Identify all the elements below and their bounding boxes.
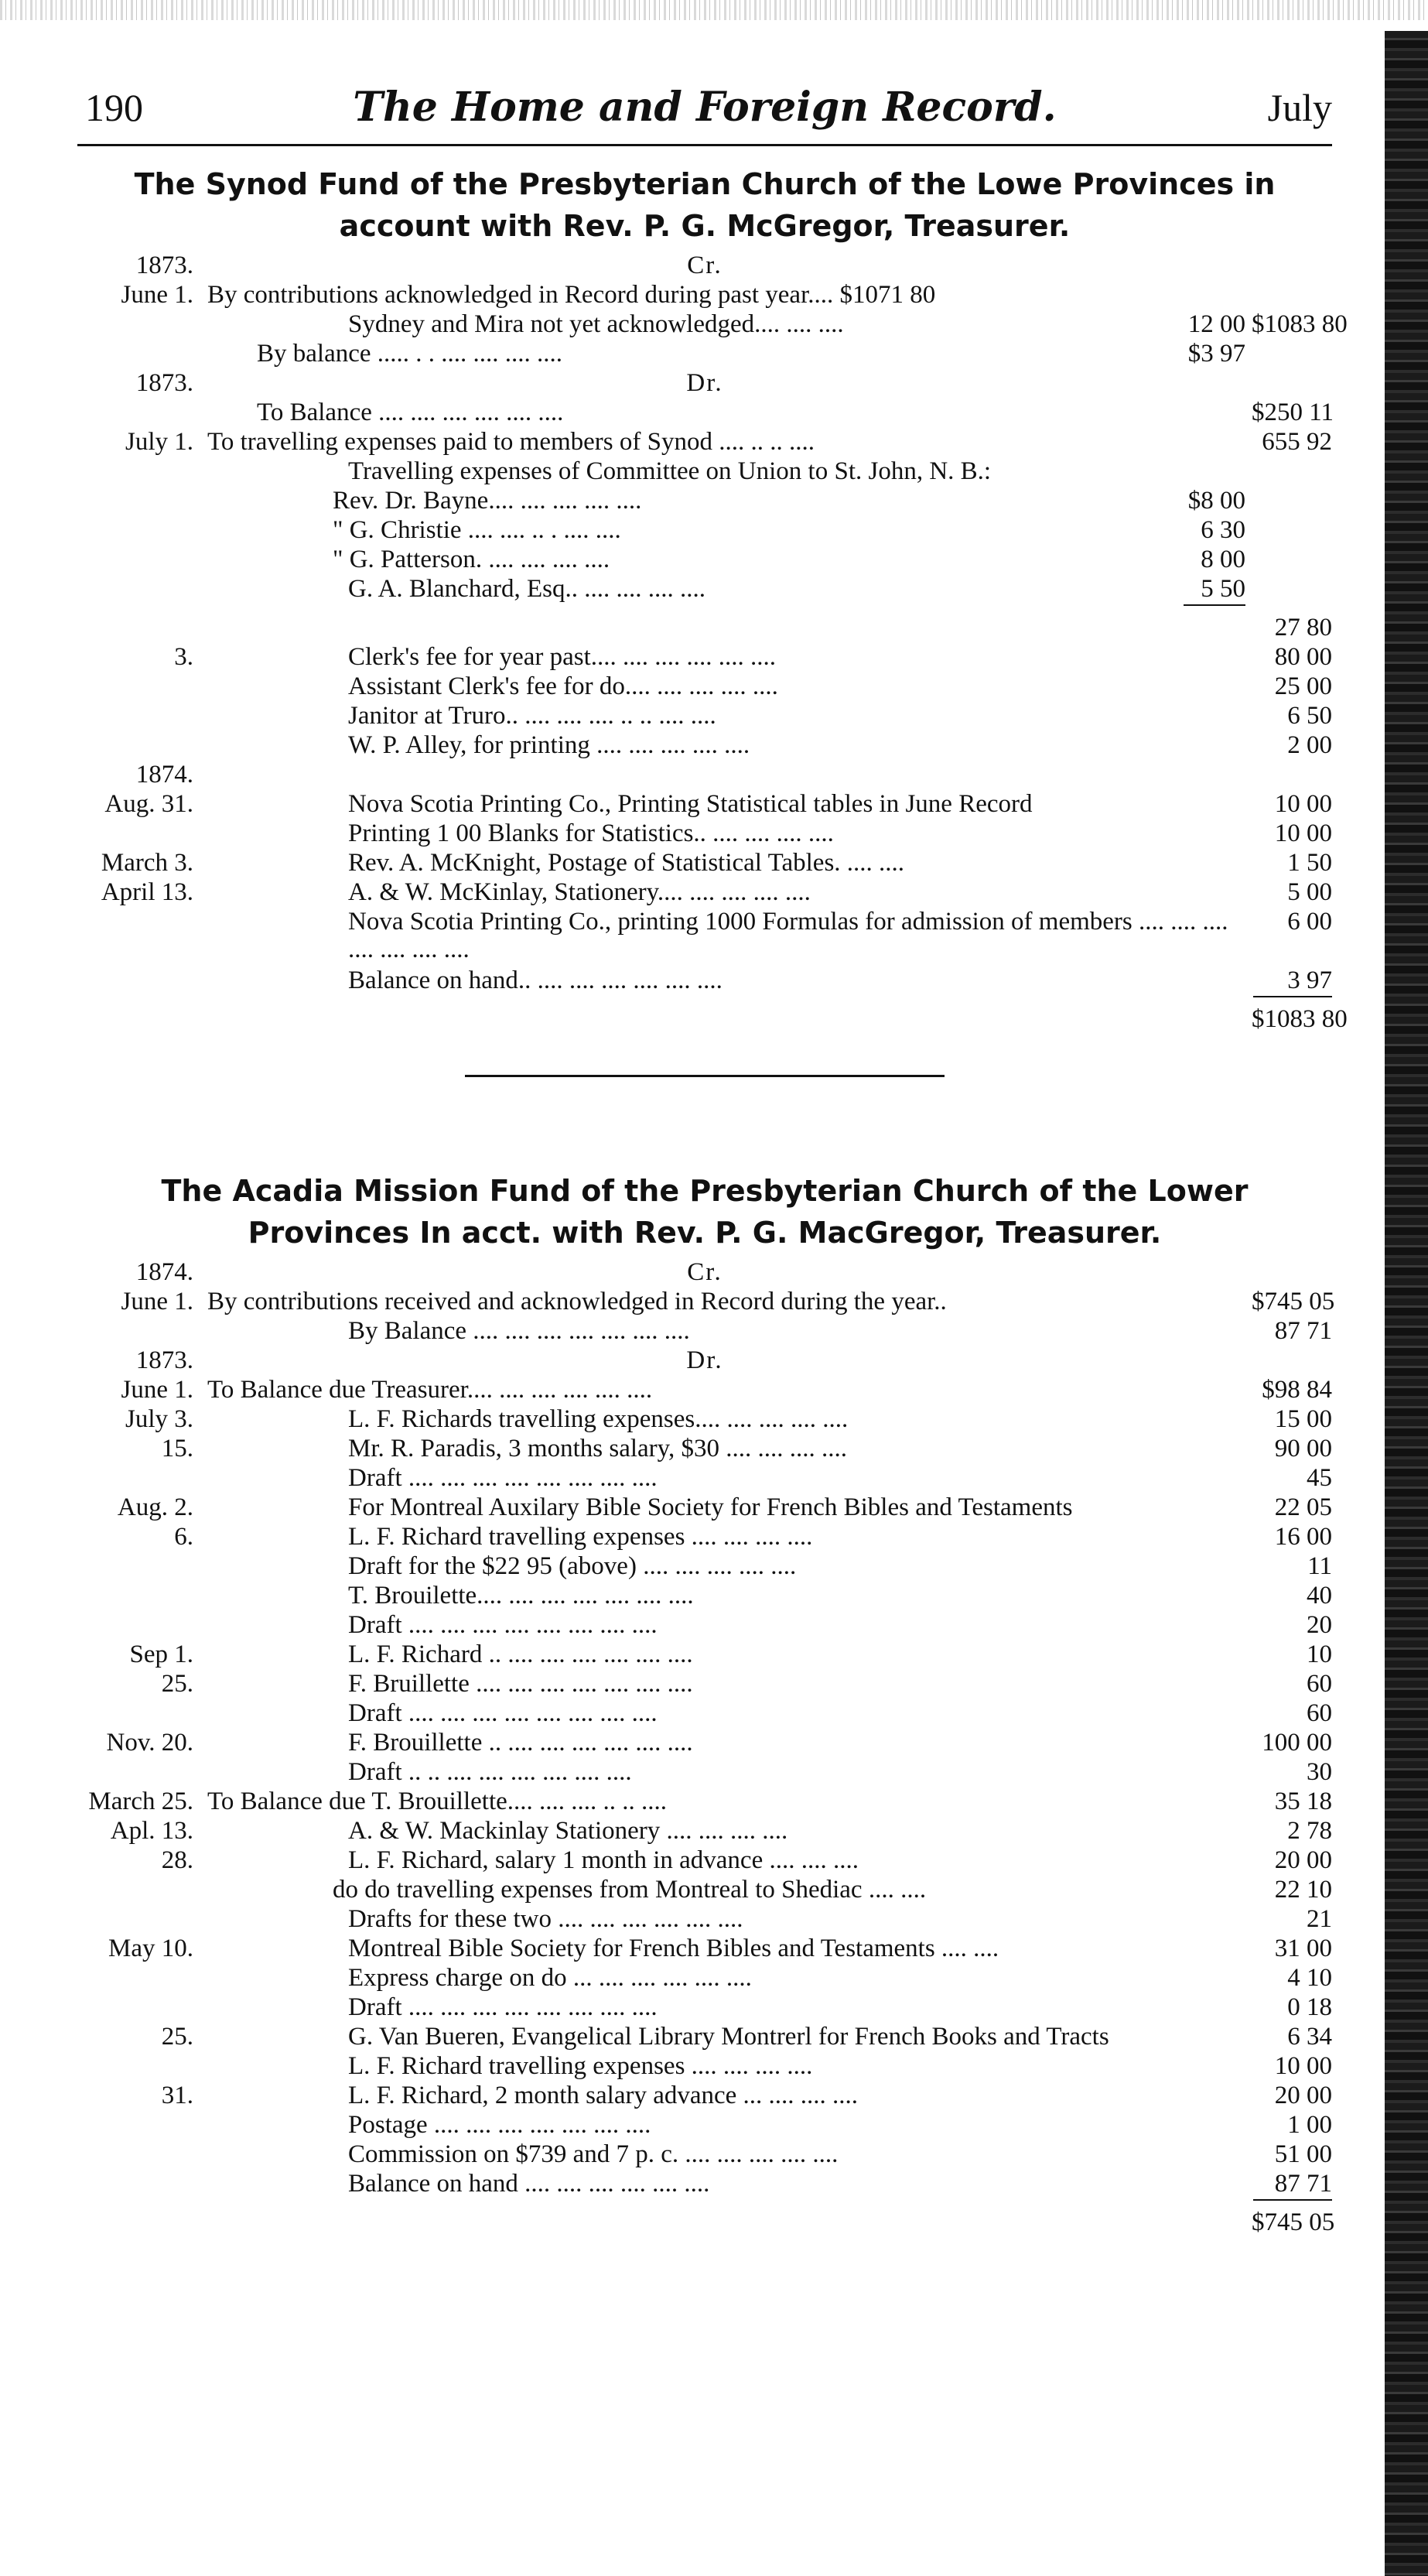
amount-column: 10 00 [1274, 819, 1332, 847]
amount-column: 21 [1307, 1905, 1332, 1933]
rule-line [1253, 996, 1332, 997]
ledger-row [77, 1582, 1332, 1611]
ledger-row [77, 672, 1332, 702]
amount-column: 6 34 [1287, 2023, 1332, 2051]
amount-subcolumn: 6 30 [1201, 516, 1245, 544]
header-rule [77, 144, 1332, 146]
entry-description: Janitor at Truro.. .... .... .... .. .. .... .... [348, 702, 716, 730]
amount-column: 16 00 [1274, 1523, 1332, 1551]
entry-description: By contributions acknowledged in Record during past year.... $1071 80 [207, 281, 936, 309]
ledger-row [77, 1346, 1332, 1376]
synod-fund-account [77, 251, 1348, 1035]
amount-column: 40 [1307, 1582, 1332, 1610]
entry-description: Mr. R. Paradis, 3 months salary, $30 .... .... .... .... [348, 1435, 847, 1462]
ledger-row [77, 819, 1332, 849]
amount-column: 1 00 [1287, 2111, 1332, 2139]
amount-column: 80 00 [1274, 643, 1332, 671]
entry-description: F. Brouillette .. .... .... .... .... .... .... [348, 1729, 693, 1757]
ledger-row [77, 1993, 1332, 2023]
amount-column: 6 50 [1287, 702, 1332, 730]
amount-column: 35 18 [1274, 1787, 1332, 1815]
entry-date: June 1. [121, 1376, 193, 1404]
ledger-row [77, 1905, 1332, 1935]
entry-date: March 3. [101, 849, 193, 877]
entry-description: " G. Patterson. .... .... .... .... [333, 546, 610, 573]
entry-description: Sydney and Mira not yet acknowledged.... .... .... [348, 310, 844, 338]
ledger-row [77, 310, 1348, 340]
ledger-row [77, 1817, 1332, 1846]
amount-subcolumn: 8 00 [1201, 546, 1245, 573]
synod-fund-title: The Synod Fund of the Presbyterian Church of the Lowe Provinces in account with Rev. P. G. McGregor, Treasurer. [134, 167, 1276, 243]
entry-description: Draft .... .... .... .... .... .... .... .... [348, 1699, 658, 1727]
amount-column: 20 [1307, 1611, 1332, 1639]
entry-description: L. F. Richards travelling expenses.... .... .... .... .... [348, 1405, 849, 1433]
entry-description: " G. Christie .... .... .. . .... .... [333, 516, 621, 544]
ledger-row [77, 1258, 1332, 1288]
ledger-row [77, 340, 1332, 369]
amount-subcolumn: $3 97 [1187, 340, 1245, 368]
amount-column: 51 00 [1274, 2140, 1332, 2168]
ledger-row [77, 1552, 1332, 1582]
column-heading: Cr. [687, 1258, 723, 1286]
entry-description: By balance ..... . . .... .... .... .... [257, 340, 563, 368]
amount-column: $745 05 [1252, 2208, 1335, 2236]
amount-column: $250 11 [1252, 399, 1334, 426]
entry-description: Draft .. .. .... .... .... .... .... .... [348, 1758, 632, 1786]
amount-column: 100 00 [1262, 1729, 1332, 1757]
amount-column: 10 00 [1274, 2052, 1332, 2080]
entry-description: L. F. Richard travelling expenses .... .... .... .... [348, 2052, 813, 2080]
ledger-row [77, 1758, 1332, 1787]
total-rule [77, 604, 1332, 614]
rule-line [1253, 2199, 1332, 2201]
entry-date: March 25. [88, 1787, 193, 1815]
entry-description: Commission on $739 and 7 p. c. .... .... .... .... .... [348, 2140, 839, 2168]
entry-date: Nov. 20. [106, 1729, 193, 1757]
ledger-row [77, 790, 1332, 819]
amount-subcolumn: 5 50 [1201, 575, 1245, 603]
amount-column: 27 80 [1274, 614, 1332, 641]
amount-column: $98 84 [1262, 1376, 1332, 1404]
ledger-row [77, 614, 1332, 643]
amount-column: 4 10 [1287, 1964, 1332, 1992]
ledger-row [77, 1611, 1332, 1640]
page [77, 77, 1348, 2238]
entry-description: Rev. Dr. Bayne.... .... .... .... .... [333, 487, 642, 515]
rule-line [1184, 604, 1245, 606]
entry-description: L. F. Richard travelling expenses .... .... .... .... [348, 1523, 813, 1551]
amount-column: 2 00 [1287, 731, 1332, 759]
entry-description: Draft .... .... .... .... .... .... .... .... [348, 1464, 658, 1492]
ledger-row [77, 1876, 1332, 1905]
entry-date: July 3. [125, 1405, 193, 1433]
entry-description: Montreal Bible Society for French Bibles and Testaments .... .... [348, 1935, 999, 1962]
ledger-row [77, 702, 1332, 731]
acadia-fund-title: The Acadia Mission Fund of the Presbyterian Church of the Lower Provinces In acct. with Rev. P. G. MacGregor, Treasurer. [161, 1174, 1249, 1250]
entry-description: W. P. Alley, for printing .... .... .... .... .... [348, 731, 750, 759]
amount-column: 60 [1307, 1670, 1332, 1698]
ledger-row [77, 1405, 1332, 1435]
entry-date: 28. [161, 1846, 193, 1874]
entry-date: Sep 1. [129, 1640, 193, 1668]
amount-column: 87 71 [1274, 1317, 1332, 1345]
ledger-row [77, 966, 1332, 996]
entry-description: do do travelling expenses from Montreal to Shediac .... .... [333, 1876, 927, 1904]
entry-date: 25. [161, 1670, 193, 1698]
entry-description: Drafts for these two .... .... .... .... .... .... [348, 1905, 743, 1933]
entry-description: To Balance .... .... .... .... .... .... [257, 399, 564, 426]
entry-date: 6. [174, 1523, 193, 1551]
entry-date: 1874. [135, 1258, 193, 1286]
entry-date: 25. [161, 2023, 193, 2051]
amount-column: 3 97 [1287, 966, 1332, 994]
ledger-row [77, 1935, 1332, 1964]
entry-description: By contributions received and acknowledged in Record during the year.. [207, 1288, 947, 1315]
column-heading: Dr. [686, 1346, 723, 1374]
entry-date: 3. [174, 643, 193, 671]
entry-description: F. Bruillette .... .... .... .... .... .... .... [348, 1670, 693, 1698]
ledger-row [77, 2023, 1332, 2052]
column-heading: Dr. [686, 369, 723, 397]
entry-date: June 1. [121, 281, 193, 309]
ledger-row [77, 1376, 1332, 1405]
entry-description: Balance on hand.. .... .... .... .... .... .... [348, 966, 723, 994]
entry-description: To Balance due T. Brouillette.... .... .... .. .. .... [207, 1787, 668, 1815]
ledger-row [77, 1699, 1332, 1729]
ledger-row [77, 1787, 1332, 1817]
entry-description: Express charge on do ... .... .... .... .... .... [348, 1964, 752, 1992]
entry-date: Apl. 13. [110, 1817, 193, 1845]
total-rule [77, 2199, 1332, 2208]
ledger-row [77, 1846, 1332, 1876]
amount-column: 11 [1307, 1552, 1332, 1580]
ledger-row [77, 1523, 1332, 1552]
entry-date: 31. [161, 2082, 193, 2109]
ledger-row [77, 575, 1332, 604]
entry-description: To travelling expenses paid to members of Synod .... .. .. .... [207, 428, 815, 456]
entry-description: G. A. Blanchard, Esq.. .... .... .... .... [348, 575, 705, 603]
entry-description: A. & W. McKinlay, Stationery.... .... .... .... .... [348, 878, 811, 906]
amount-column: 20 00 [1274, 1846, 1332, 1874]
ledger-row [77, 399, 1332, 428]
entry-description: Nova Scotia Printing Co., printing 1000 Formulas for admission of members .... .... .... .... .... .... .... [348, 908, 1228, 963]
page-number: 190 [85, 86, 143, 129]
amount-column: $745 05 [1252, 1288, 1335, 1315]
amount-column: 6 00 [1287, 908, 1332, 936]
ledger-row [77, 1640, 1332, 1670]
ledger-row [77, 849, 1332, 878]
column-heading: Cr. [687, 251, 723, 279]
amount-column: 15 00 [1274, 1405, 1332, 1433]
entry-date: July 1. [125, 428, 193, 456]
entry-date: April 13. [101, 878, 193, 906]
amount-subcolumn: $8 00 [1187, 487, 1245, 515]
entry-date: Aug. 31. [104, 790, 193, 818]
ledger-row [77, 2170, 1332, 2199]
entry-description: T. Brouilette.... .... .... .... .... .... .... [348, 1582, 694, 1610]
ledger-row [77, 878, 1332, 908]
ledger-row [77, 2052, 1332, 2082]
section-divider [465, 1075, 945, 1077]
ledger-row [77, 1464, 1332, 1493]
amount-column: 655 92 [1262, 428, 1332, 456]
entry-description: Balance on hand .... .... .... .... .... .... [348, 2170, 710, 2198]
amount-column: 60 [1307, 1699, 1332, 1727]
amount-column: 22 05 [1274, 1493, 1332, 1521]
ledger-row [77, 2140, 1332, 2170]
entry-date: 1874. [135, 761, 193, 789]
entry-date: 1873. [135, 1346, 193, 1374]
ledger-row [77, 546, 1332, 575]
amount-column: 10 [1307, 1640, 1332, 1668]
ledger-row [77, 643, 1332, 672]
entry-description: Draft .... .... .... .... .... .... .... .... [348, 1611, 658, 1639]
amount-column: 5 00 [1287, 878, 1332, 906]
entry-description: For Montreal Auxilary Bible Society for French Bibles and Testaments [348, 1493, 1073, 1521]
entry-description: Postage .... .... .... .... .... .... .... [348, 2111, 651, 2139]
ledger-row [77, 1493, 1332, 1523]
ledger-row [77, 487, 1332, 516]
amount-column: $1083 80 [1252, 310, 1348, 338]
amount-column: 1 50 [1287, 849, 1332, 877]
ledger-row [77, 369, 1332, 399]
ledger-row [77, 1670, 1332, 1699]
ledger-row [77, 761, 1332, 790]
entry-description: A. & W. Mackinlay Stationery .... .... .... .... [348, 1817, 788, 1845]
amount-subcolumn: 12 00 [1187, 310, 1245, 338]
entry-date: May 10. [108, 1935, 193, 1962]
ledger-row [77, 2111, 1332, 2140]
amount-column: 31 00 [1274, 1935, 1332, 1962]
publication-title: The Home and Foreign Record. [353, 84, 1057, 131]
entry-description: By Balance .... .... .... .... .... .... .... [348, 1317, 690, 1345]
entry-date: 1873. [135, 251, 193, 279]
ledger-row [77, 908, 1332, 966]
ledger-row [77, 428, 1332, 457]
ledger-row [77, 457, 1332, 487]
entry-description: L. F. Richard .. .... .... .... .... .... .... [348, 1640, 693, 1668]
total-rule [77, 996, 1332, 1005]
ledger-row [77, 516, 1332, 546]
ledger-row [77, 2082, 1332, 2111]
amount-column: 22 10 [1274, 1876, 1332, 1904]
ledger-row [77, 1964, 1332, 1993]
running-header [77, 77, 1332, 132]
amount-column: 0 18 [1287, 1993, 1332, 2021]
scan-binding-edge [1385, 31, 1428, 2576]
ledger-row [77, 281, 1332, 310]
amount-column: 2 78 [1287, 1817, 1332, 1845]
ledger-row [77, 1005, 1348, 1035]
entry-date: 15. [161, 1435, 193, 1462]
scan-top-edge [0, 0, 1428, 20]
ledger-row [77, 731, 1332, 761]
entry-description: L. F. Richard, 2 month salary advance ... .... .... .... [348, 2082, 859, 2109]
entry-description: Nova Scotia Printing Co., Printing Statistical tables in June Record [348, 790, 1033, 818]
entry-description: Travelling expenses of Committee on Union to St. John, N. B.: [348, 457, 992, 485]
entry-description: Draft for the $22 95 (above) .... .... .... .... .... [348, 1552, 797, 1580]
ledger-row [77, 1317, 1332, 1346]
acadia-fund-account [77, 1258, 1335, 2238]
ledger-row [77, 1435, 1332, 1464]
ledger-row [77, 2208, 1335, 2238]
amount-column: $1083 80 [1252, 1005, 1348, 1033]
entry-date: 1873. [135, 369, 193, 397]
ledger-row [77, 251, 1332, 281]
ledger-row [77, 1288, 1335, 1317]
entry-description: Printing 1 00 Blanks for Statistics.. .... .... .... .... [348, 819, 834, 847]
entry-description: G. Van Bueren, Evangelical Library Montrerl for French Books and Tracts [348, 2023, 1109, 2051]
amount-column: 45 [1307, 1464, 1332, 1492]
entry-description: L. F. Richard, salary 1 month in advance .... .... .... [348, 1846, 859, 1874]
entry-description: Draft .... .... .... .... .... .... .... .... [348, 1993, 658, 2021]
entry-description: Assistant Clerk's fee for do.... .... .... .... .... [348, 672, 778, 700]
entry-date: Aug. 2. [117, 1493, 193, 1521]
amount-column: 90 00 [1274, 1435, 1332, 1462]
ledger-row [77, 1729, 1332, 1758]
entry-description: Clerk's fee for year past.... .... .... .... .... .... [348, 643, 777, 671]
amount-column: 25 00 [1274, 672, 1332, 700]
amount-column: 10 00 [1274, 790, 1332, 818]
entry-description: Rev. A. McKnight, Postage of Statistical Tables. .... .... [348, 849, 905, 877]
header-month: July [1267, 86, 1332, 129]
amount-column: 87 71 [1274, 2170, 1332, 2198]
entry-date: June 1. [121, 1288, 193, 1315]
amount-column: 20 00 [1274, 2082, 1332, 2109]
amount-column: 30 [1307, 1758, 1332, 1786]
entry-description: To Balance due Treasurer.... .... .... .... .... .... [207, 1376, 653, 1404]
